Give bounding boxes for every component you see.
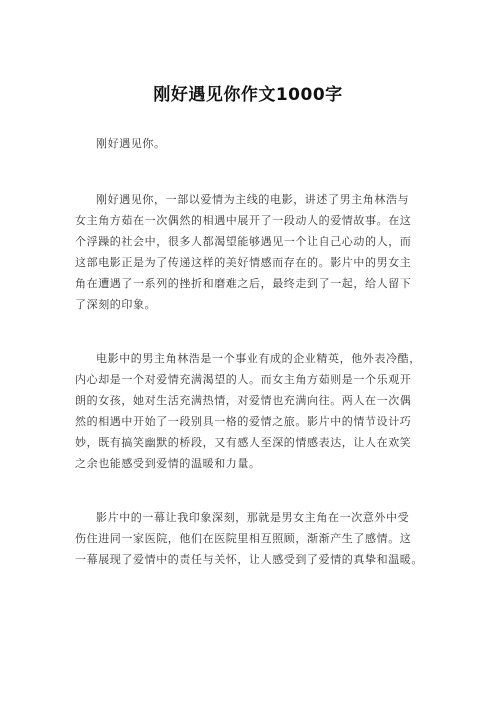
paragraph-3-line-4: 然的相遇中开始了一段别具一格的爱情之旅。影片中的情节设计巧 xyxy=(75,415,412,428)
paragraph-2-line-1: 刚好遇见你，一部以爱情为主线的电影，讲述了男主角林浩与 xyxy=(96,193,410,206)
paragraph-3-line-1: 电影中的男主角林浩是一个事业有成的企业精英，他外表冷酷， xyxy=(96,352,421,365)
paragraph-1-line-1: 刚好遇见你。 xyxy=(96,137,166,150)
document-title: 刚好遇见你作文1000字 xyxy=(153,85,343,105)
paragraph-3-line-2: 内心却是一个对爱情充满渴望的人。而女主角方茹则是一个乐观开 xyxy=(75,373,412,386)
paragraph-3-line-6: 之余也能感受到爱情的温暖和力量。 xyxy=(75,457,261,470)
paragraph-2-line-5: 角在遭遇了一系列的挫折和磨难之后，最终走到了一起，给人留下 xyxy=(75,277,412,290)
paragraph-2-line-4: 这部电影正是为了传递这样的美好情感而存在的。影片中的男女主 xyxy=(75,256,412,269)
paragraph-4-line-2: 伤住进同一家医院，他们在医院里相互照顾，渐渐产生了感情。这 xyxy=(75,532,412,545)
paragraph-4-line-1: 影片中的一幕让我印象深刻，那就是男女主角在一次意外中受 xyxy=(96,511,410,524)
paragraph-2-line-2: 女主角方茹在一次偶然的相遇中展开了一段动人的爱情故事。在这 xyxy=(75,214,412,227)
paragraph-3-line-3: 朗的女孩，她对生活充满热情，对爱情也充满向往。两人在一次偶 xyxy=(75,394,412,407)
paragraph-4-line-3: 一幕展现了爱情中的责任与关怀，让人感受到了爱情的真挚和温暖。 xyxy=(75,553,423,566)
paragraph-3-line-5: 妙，既有搞笑幽默的桥段，又有感人至深的情感表达，让人在欢笑 xyxy=(75,436,412,449)
paragraph-2-line-3: 个浮躁的社会中，很多人都渴望能够遇见一个让自己心动的人，而 xyxy=(75,235,412,248)
paragraph-2-line-6: 了深刻的印象。 xyxy=(75,298,157,311)
